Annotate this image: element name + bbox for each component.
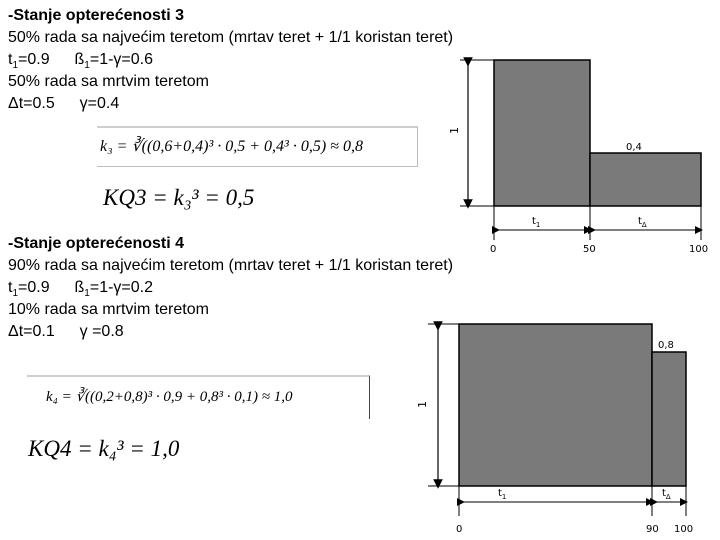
section4-line3: 10% rada sa mrtvim teretom <box>8 301 209 318</box>
k3-formula: k₃ = ∛((0,6+0,4)³ · 0,5 + 0,4³ · 0,5) ≈ 0,8 <box>100 138 363 155</box>
diagram4-tick-1: 90 <box>646 524 659 535</box>
diagram3-step-label: 0,4 <box>626 142 642 153</box>
diagram3-tick-2: 100 <box>689 244 709 255</box>
diagram4-block-step <box>652 352 686 486</box>
t1-value: =0.9 <box>18 279 50 296</box>
t1-value: =0.9 <box>18 51 50 68</box>
beta1-sub: 1 <box>84 288 90 300</box>
diagram3-block-step <box>590 153 701 206</box>
diagram4-tick-0: 0 <box>456 524 463 535</box>
beta1-sub: 1 <box>84 60 90 72</box>
section4-line1: 90% rada sa najvećim teretom (mrtav teret + 1/1 koristan teret) <box>8 257 454 274</box>
beta1-value: =1-γ=0.2 <box>89 279 154 296</box>
dt-value: Δt=0.5 <box>8 95 55 112</box>
diagram4-step-label: 0,8 <box>658 340 674 351</box>
section3-title: -Stanje opterećenosti 3 <box>8 7 185 24</box>
t1-sub: 1 <box>12 288 19 300</box>
dt-value: Δt=0.1 <box>8 323 55 340</box>
k4-formula: k₄ = ∛((0,2+0,8)³ · 0,9 + 0,8³ · 0,1) ≈ 1,0 <box>46 389 293 405</box>
diagram3-tick-1: 50 <box>583 244 596 255</box>
load-diagram-3 <box>440 50 720 260</box>
section3-line3: 50% rada sa mrtvim teretom <box>8 73 209 90</box>
section4-title: -Stanje opterećenosti 4 <box>8 235 185 252</box>
diagram4-tick-2: 100 <box>674 524 694 535</box>
t1-label: t <box>8 279 13 296</box>
gamma-value: γ=0.4 <box>79 95 120 112</box>
diagram3-tick-0: 0 <box>490 244 497 255</box>
beta1-label: ß <box>74 51 85 68</box>
section3-line1: 50% rada sa najvećim teretom (mrtav teret + 1/1 koristan teret) <box>8 29 454 46</box>
t1-sub: 1 <box>12 60 19 72</box>
t1-label: t <box>8 51 13 68</box>
kq4-formula: KQ4 = k₄³ = 1,0 <box>28 436 180 461</box>
diagram4-block-full <box>459 324 652 486</box>
section3-line4 <box>8 94 119 114</box>
section4-line4 <box>8 322 124 342</box>
diagram4-seg2-label: $t_\Delta$ <box>662 488 671 501</box>
load-diagram-4 <box>400 310 720 540</box>
beta1-value: =1-γ=0.6 <box>89 51 154 68</box>
diagram3-seg2-label: $t_\Delta$ <box>638 216 647 229</box>
kq3-formula: KQ3 = k₃³ = 0,5 <box>103 185 255 210</box>
beta1-label: ß <box>74 279 85 296</box>
diagram3-seg1-label: $t_1$ <box>532 216 541 229</box>
gamma-value: γ =0.8 <box>79 323 124 340</box>
diagram3-y-label: 1 <box>448 127 461 134</box>
diagram4-seg1-label: $t_1$ <box>498 488 507 501</box>
diagram3-block-full <box>494 60 590 206</box>
diagram4-y-label: 1 <box>416 401 429 408</box>
